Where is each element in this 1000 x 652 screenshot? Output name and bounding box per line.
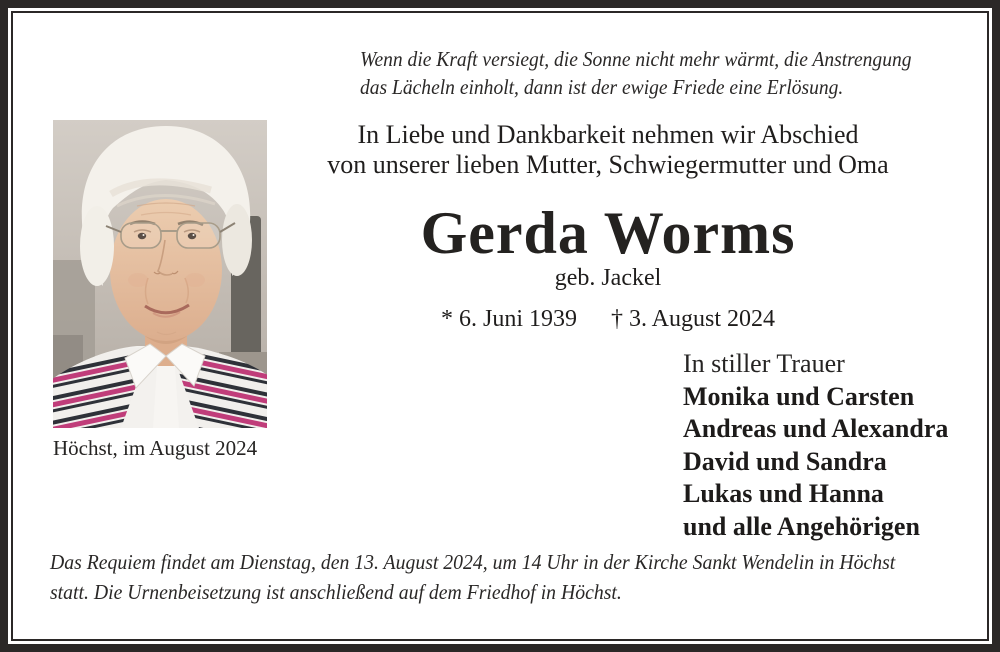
life-dates [268,305,948,333]
mourner-name: David und Sandra [683,446,887,476]
deceased-name: Gerda Worms [420,200,796,266]
death-date: † 3. August 2024 [611,306,776,332]
mourner-name: Andreas und Alexandra [683,414,949,443]
mourners-heading: In stiller Trauer [683,349,845,378]
condolence-quote-line2: das Lächeln einholt, dann ist der ewige Friede eine Erlösung. [360,75,844,99]
intro-text [268,120,948,180]
intro-line1: In Liebe und Dankbarkeit nehmen wir Abschied [357,120,859,149]
mourner-name: Lukas und Hanna [683,479,884,508]
service-info-line1: Das Requiem findet am Dienstag, den 13. August 2024, um 14 Uhr in der Kirche Sankt Wendelin in Höchst [50,550,896,574]
mourners-block [683,348,948,543]
intro-line2: von unserer lieben Mutter, Schwiegermutter und Oma [327,150,889,179]
portrait-photo-image [53,120,267,428]
service-info-line2: statt. Die Urnenbeisetzung ist anschließend auf dem Friedhof in Höchst. [50,580,622,604]
maiden-name: geb. Jackel [554,265,662,291]
condolence-quote [360,45,953,101]
mourner-name: Monika und Carsten [683,381,915,411]
mourner-name: und alle Angehörigen [683,511,920,541]
place-date: Höchst, im August 2024 [53,436,258,460]
birth-date: * 6. Juni 1939 [440,306,577,332]
service-info [50,547,949,607]
condolence-quote-line1: Wenn die Kraft versiegt, die Sonne nicht mehr wärmt, die Anstrengung [360,47,912,71]
portrait-photo [53,120,267,428]
